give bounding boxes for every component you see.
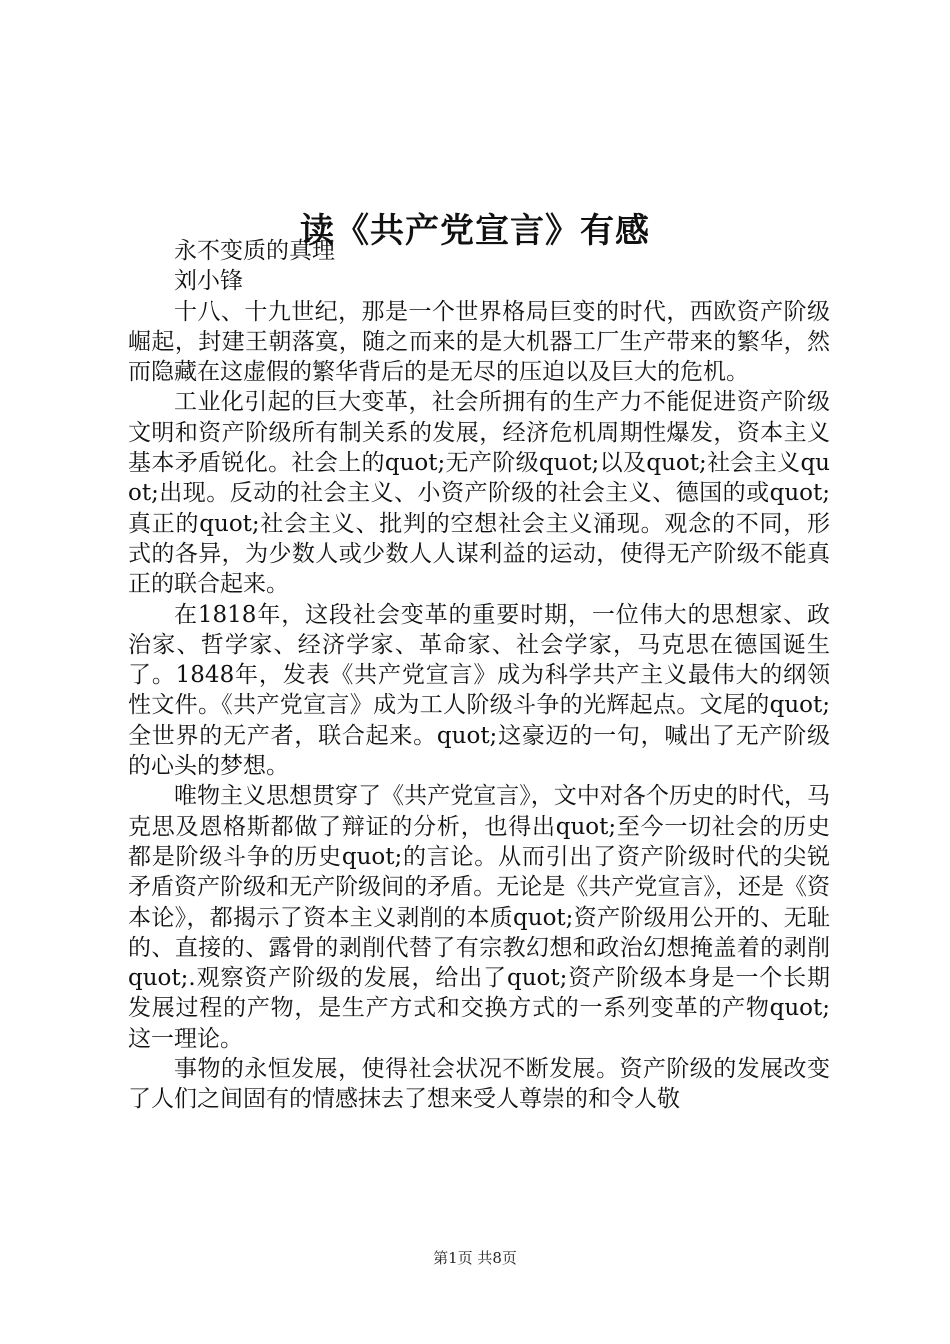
subtitle-paragraph: 永不变质的真理: [174, 238, 335, 264]
page-number-footer: 第1页 共8页: [433, 1249, 517, 1267]
author-paragraph: 刘小锋: [174, 268, 243, 295]
body-paragraph: 事物的永恒发展，使得社会状况不断发展。资产阶级的发展改变了人们之间固有的情感抹去了想来受人尊崇的和令人敬: [128, 1056, 830, 1113]
body-paragraph: 工业化引起的巨大变革，社会所拥有的生产力不能促进资产阶级文明和资产阶级所有制关系的发展，经济危机周期性爆发，资本主义基本矛盾锐化。社会上的quot;无产阶级quot;以及quot;社会主义quot;出现。反动的社会主义、小资产阶级的社会主义、德国的或quot;真正的quot;社会主义、批判的空想社会主义涌现。观念的不同，形式的各异，为少数人或少数人人谋利益的运动，使得无产阶级不能真正的联合起来。: [128, 389, 830, 598]
body-paragraph: 十八、十九世纪，那是一个世界格局巨变的时代，西欧资产阶级崛起，封建王朝落寞，随之而来的是大机器工厂生产带来的繁华，然而隐藏在这虚假的繁华背后的是无尽的压迫以及巨大的危机。: [128, 298, 830, 386]
document-title: 读《共产党宣言》有感: [300, 210, 650, 251]
document-body: [128, 236, 830, 1115]
body-paragraph: 唯物主义思想贯穿了《共产党宣言》，文中对各个历史的时代，马克思及恩格斯都做了辩证的分析，也得出quot;至今一切社会的历史都是阶级斗争的历史quot;的言论。从而引出了资产阶级时代的尖锐矛盾资产阶级和无产阶级间的矛盾。无论是《共产党宣言》，还是《资本论》，都揭示了资本主义剥削的本质quot;资产阶级用公开的、无耻的、直接的、露骨的剥削代替了有宗教幻想和政治幻想掩盖着的剥削quot;.观察资产阶级的发展，给出了quot;资产阶级本身是一个长期发展过程的产物，是生产方式和交换方式的一系列变革的产物quot;这一理论。: [128, 783, 830, 1052]
body-paragraph: 在1818年，这段社会变革的重要时期，一位伟大的思想家、政治家、哲学家、经济学家、革命家、社会学家，马克思在德国诞生了。1848年，发表《共产党宣言》成为科学共产主义最伟大的纲领性文件。《共产党宣言》成为工人阶级斗争的光辉起点。文尾的quot;全世界的无产者，联合起来。quot;这豪迈的一句，喊出了无产阶级的心头的梦想。: [128, 601, 830, 780]
